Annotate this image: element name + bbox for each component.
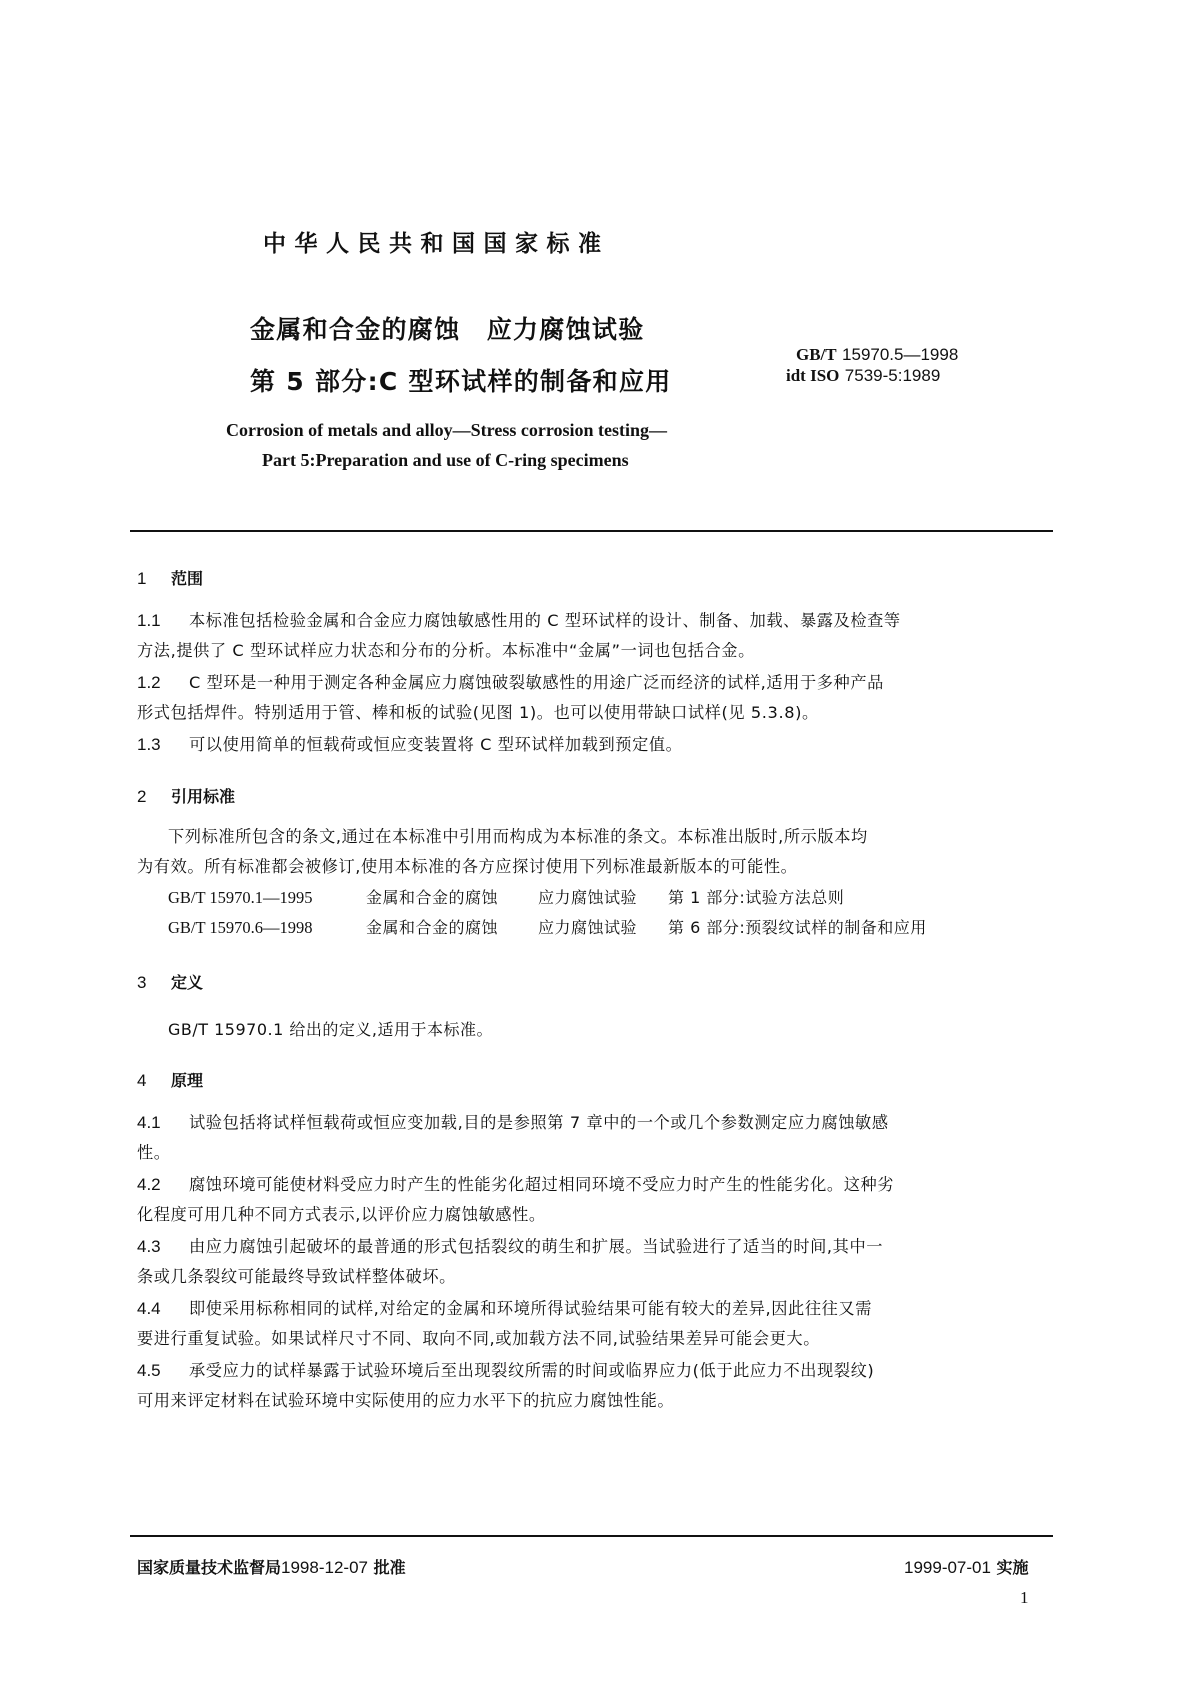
title-cn-line2: 第 5 部分:C 型环试样的制备和应用 bbox=[250, 367, 672, 396]
reference-item: GB/T 15970.1—1995 金属和合金的腐蚀 应力腐蚀试验 第 1 部分:试验方法总则 bbox=[168, 888, 845, 907]
clause-4-1: 4.1 试验包括将试样恒载荷或恒应变加载,目的是参照第 7 章中的一个或几个参数测定应力腐蚀敏感 性。 bbox=[137, 1113, 889, 1162]
effective-info bbox=[904, 1555, 1029, 1578]
title-cn-line1: 金属和合金的腐蚀 应力腐蚀试验 bbox=[250, 315, 645, 344]
section-heading-1: 1 范围 bbox=[137, 569, 204, 588]
title-en-line1: Corrosion of metals and alloy—Stress corrosion testing— bbox=[226, 420, 667, 440]
references-intro: 下列标准所包含的条文,通过在本标准中引用而构成为本标准的条文。本标准出版时,所示版本均 bbox=[168, 827, 868, 846]
approval-date: 1998-12-07 bbox=[281, 1558, 368, 1577]
section-heading-3: 3 定义 bbox=[137, 973, 204, 992]
section-heading-4: 4 原理 bbox=[137, 1071, 204, 1090]
reference-item: GB/T 15970.6—1998 金属和合金的腐蚀 应力腐蚀试验 第 6 部分:预裂纹试样的制备和应用 bbox=[168, 918, 927, 937]
clause-4-2: 4.2 腐蚀环境可能使材料受应力时产生的性能劣化超过相同环境不受应力时产生的性能劣化。这种劣 化程度可用几种不同方式表示,以评价应力腐蚀敏感性。 bbox=[137, 1175, 895, 1224]
clause-4-4: 4.4 即使采用标称相同的试样,对给定的金属和环境所得试验结果可能有较大的差异,因此往往又需 要进行重复试验。如果试样尺寸不同、取向不同,或加载方法不同,试验结果差异可能会更大。 bbox=[137, 1299, 872, 1348]
section-heading-2: 2 引用标准 bbox=[137, 787, 236, 806]
standard-number-value: 15970.5—1998 bbox=[842, 345, 959, 364]
definitions-body: GB/T 15970.1 给出的定义,适用于本标准。 bbox=[168, 1020, 493, 1039]
page-number: 1 bbox=[1020, 1588, 1029, 1607]
idt-number: 7539-5:1989 bbox=[844, 366, 941, 385]
footer-divider bbox=[130, 1535, 1053, 1537]
idt-prefix: idt ISO bbox=[786, 366, 840, 385]
country-standard-label: 中华人民共和国国家标准 bbox=[263, 231, 610, 257]
idt-standard bbox=[786, 366, 940, 386]
clause-4-3: 4.3 由应力腐蚀引起破坏的最普通的形式包括裂纹的萌生和扩展。当试验进行了适当的时间,其中一 条或几条裂纹可能最终导致试样整体破坏。 bbox=[137, 1237, 884, 1286]
approval-org: 国家质量技术监督局 bbox=[137, 1558, 282, 1577]
header-divider bbox=[130, 530, 1053, 532]
clause-1-3: 1.3 可以使用简单的恒载荷或恒应变装置将 C 型环试样加载到预定值。 bbox=[137, 735, 683, 754]
standard-number bbox=[796, 345, 958, 365]
approval-label: 批准 bbox=[373, 1558, 406, 1577]
clause-4-5: 4.5 承受应力的试样暴露于试验环境后至出现裂纹所需的时间或临界应力(低于此应力不出现裂纹) 可用来评定材料在试验环境中实际使用的应力水平下的抗应力腐蚀性能。 bbox=[137, 1361, 875, 1410]
clause-1-2: 1.2 C 型环是一种用于测定各种金属应力腐蚀破裂敏感性的用途广泛而经济的试样,适用于多种产品 形式包括焊件。特别适用于管、棒和板的试验(见图 1)。也可以使用带缺口试样(见 5.3.8)。 bbox=[137, 673, 884, 722]
clause-1-1: 1.1 本标准包括检验金属和合金应力腐蚀敏感性用的 C 型环试样的设计、制备、加载、暴露及检查等 方法,提供了 C 型环试样应力状态和分布的分析。本标准中“金属”一词也包括合金。 bbox=[137, 611, 901, 660]
effective-date: 1999-07-01 bbox=[904, 1558, 991, 1577]
approval-info bbox=[137, 1555, 406, 1578]
effective-label: 实施 bbox=[996, 1558, 1029, 1577]
references-intro-cont: 为有效。所有标准都会被修订,使用本标准的各方应探讨使用下列标准最新版本的可能性。 bbox=[137, 857, 798, 876]
title-en-line2: Part 5:Preparation and use of C-ring specimens bbox=[262, 450, 629, 470]
standard-number-prefix: GB/T bbox=[796, 345, 837, 364]
